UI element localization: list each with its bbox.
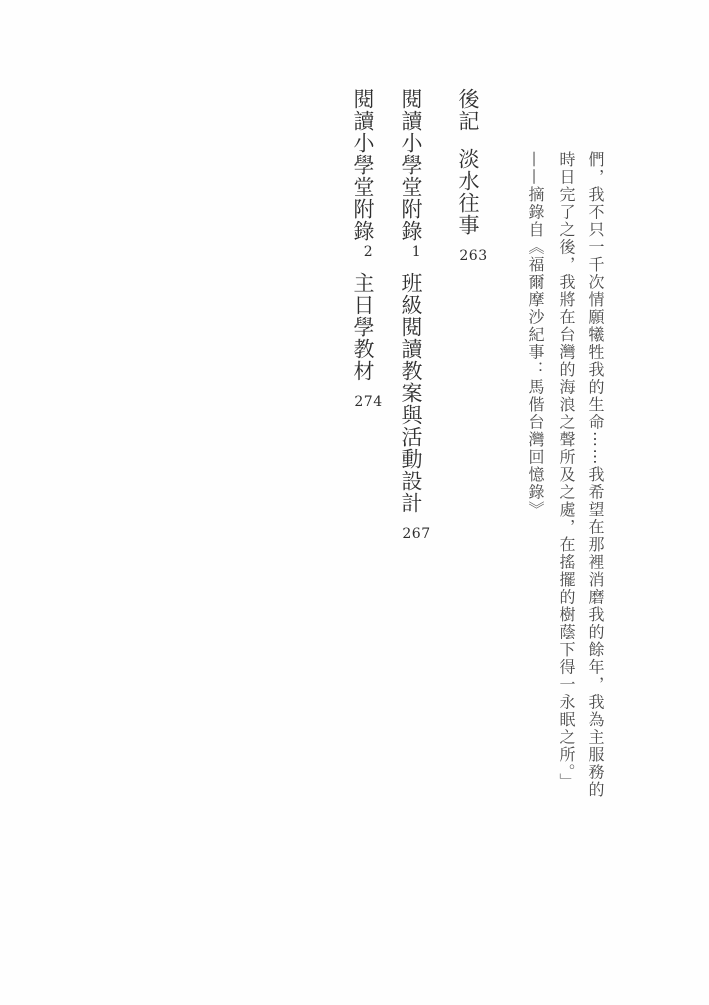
page-number: 267: [402, 526, 431, 542]
toc-entry-afterword: [457, 88, 488, 263]
entry-title: 淡水往事: [456, 148, 480, 236]
quote-attribution: [527, 151, 543, 519]
section-number: 1: [411, 244, 422, 260]
attribution-dash: ——: [526, 151, 545, 186]
quote-line-2: 時日完了之後，我將在台灣的海浪之聲所及之處，在搖擺的樹蔭下得一永眠之所。」: [557, 151, 576, 791]
page-number: 263: [459, 248, 488, 264]
section-number: 2: [363, 244, 374, 260]
entry-title: 班級閱讀教案與活動設計: [399, 272, 423, 514]
page-number: 274: [354, 394, 383, 410]
section-label: 後記: [456, 88, 480, 132]
section-label: 閱讀小學堂附錄: [351, 88, 375, 242]
attribution-source: 摘錄自《福爾摩沙紀事：馬偕台灣回憶錄》: [526, 186, 545, 519]
toc-entry-appendix-1: [400, 88, 431, 541]
quote-line-1: 們，我不只一千次情願犧牲我的生命⋯⋯我希望在那裡消磨我的餘年，我為主服務的: [586, 151, 605, 799]
section-label: 閱讀小學堂附錄: [399, 88, 423, 242]
toc-entry-appendix-2: [352, 88, 383, 409]
entry-title: 主日學教材: [351, 272, 375, 382]
